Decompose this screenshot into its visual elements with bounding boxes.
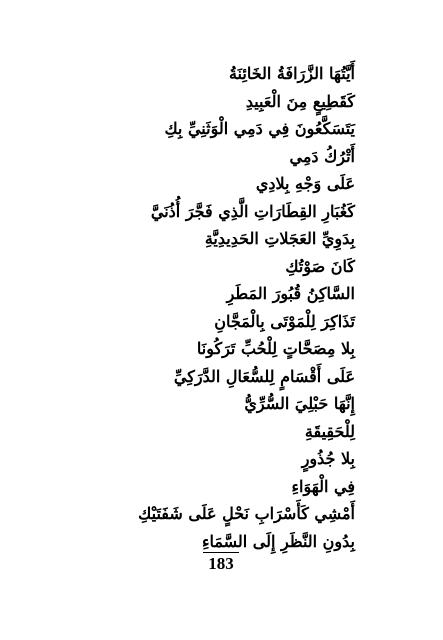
poem-line: كَغُبَارِ القِطَارَاتِ الَّذِي فَجَّرَ أُذُنَيَّ [150,201,355,221]
poem-line: بِدَوِيِّ العَجَلاتِ الحَدِيدِيَّةِ [204,229,355,248]
poem-line: بِلا مِصَحَّاتٍ لِلْحُبِّ تَرَكُونَا [196,339,355,358]
poem-line: كَقَطِيعٍ مِنَ الْعَبِيدِ [245,91,355,111]
poem-text [55,60,355,555]
poem-line: لِلْحَقِيقَةِ [304,421,355,441]
poem-line: أَيَّتُهَا الزَّرَافَةُ الخَائِنَةُ [228,64,355,83]
poem-line: بِلا جُذُورٍ [301,449,355,468]
page-number: 183 [203,552,239,574]
poem-line: بِدُونِ النَّظَرِ إِلَى السَّمَاءِ [201,531,355,551]
poem-line: تَذَاكِرَ لِلْمَوْتَى بِالْمَجَّانِ [214,311,355,331]
poem-line: السَّاكِنُ قُبُورَ المَطَرِ [226,284,355,303]
poem-line: فِي الْهَوَاءِ [291,476,355,496]
poem-line: عَلَى أَقْسَامٍ لِلسُّعَالِ الدَّرَكِيِّ [173,366,355,386]
poem-line: أَتْرُكُ دَمِي [289,146,355,166]
poem-line: كَانَ صَوْتُكِ [285,256,355,276]
poem-line: عَلَى وَجْهِ بِلادِي [255,174,355,193]
poem-line: يَتَسَكَّعُونَ فِي دَمِي الْوَثَنِيِّ بِكِ [164,119,355,138]
poem-line: أَمْشِي كَأَسْرَابِ نَحْلٍ عَلَى شَفَتَيْكِ [138,504,355,523]
poem-line: إِنَّهَا حَبْلِيَ السُّرِّيُّ [244,394,355,413]
